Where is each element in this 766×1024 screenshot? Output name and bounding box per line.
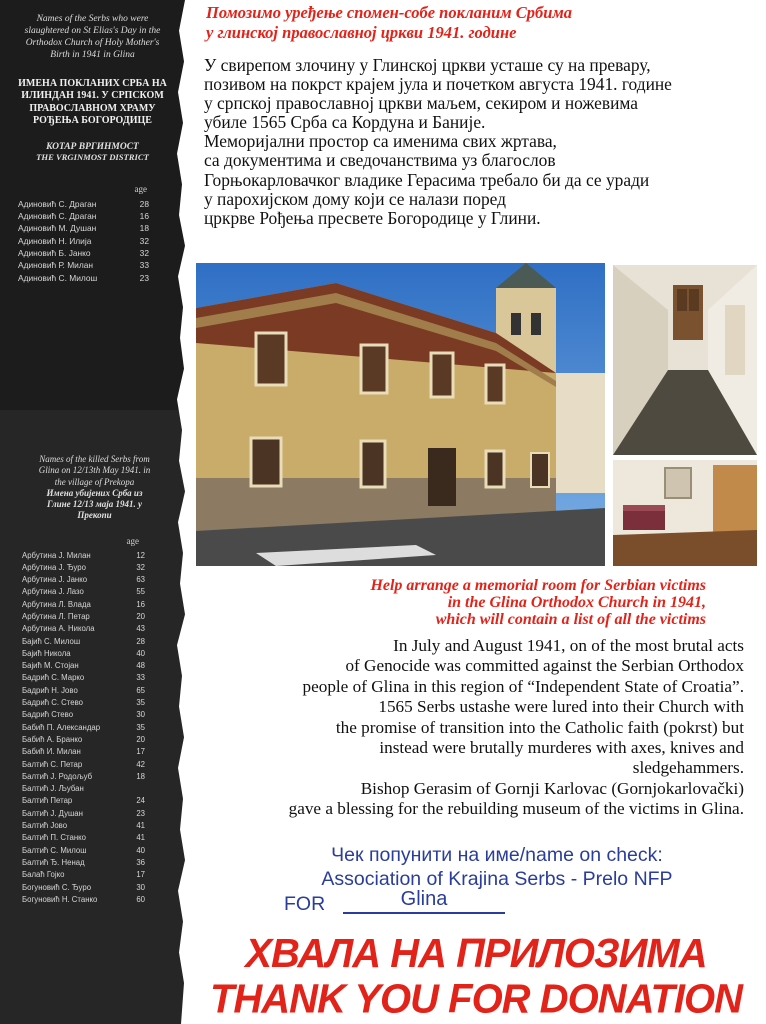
victim-age: 17: [136, 747, 145, 757]
victim-row: [0, 648, 185, 660]
victim-name: Адиновић Н. Илија: [18, 235, 92, 246]
body-line: Меморијални простор са именима свих жртава,: [204, 131, 557, 152]
victims-list-strip: [0, 0, 185, 1024]
victim-row: [0, 623, 185, 635]
body-line: цркрве Рођења пресвете Богородице у Глини.: [204, 207, 541, 228]
victim-age: 20: [136, 734, 145, 744]
body-line: у парохијском дому који се налази поред: [204, 188, 506, 209]
victim-row: [0, 832, 185, 844]
body-text-cyrillic: [204, 56, 764, 228]
victim-name: Балтић С. Петар: [22, 759, 83, 769]
victim-age: 40: [136, 648, 145, 658]
check-instruction: Чек попунити на име/name on check:: [331, 844, 663, 866]
title-line: in the Glina Orthodox Church in 1941,: [447, 594, 706, 611]
victim-name: Бабић А. Бранко: [22, 734, 83, 744]
victim-row: [0, 759, 185, 771]
victim-age: 24: [136, 796, 145, 806]
victim-age: 63: [136, 575, 145, 585]
body-line: sledgehammers.: [632, 758, 744, 778]
victim-age: 32: [139, 248, 149, 259]
body-line: Горњокарловачког владике Герасима требало би да се уради: [204, 169, 650, 190]
victim-name: Бабић П. Александар: [22, 722, 101, 732]
body-text-english: [186, 636, 744, 820]
victim-name: Балтић С. Милош: [22, 845, 87, 855]
title-line: Помозимо уређење спомен-собе покланим Србима: [206, 3, 572, 22]
victim-row: [0, 697, 185, 709]
room-illustration: [613, 460, 757, 566]
victim-age: 28: [139, 198, 149, 209]
victim-name: Бадрић С. Стево: [22, 698, 84, 708]
victim-name: Балтић П. Станко: [22, 833, 86, 843]
victim-age: 32: [139, 235, 149, 246]
victim-age: 23: [136, 808, 145, 818]
victim-age: 33: [136, 673, 145, 683]
victim-name: Бадрић Н. Јово: [22, 685, 78, 695]
victim-age: 16: [139, 210, 149, 221]
victim-row: [0, 247, 185, 259]
body-line: instead were brutally murderes with axes, knives and: [379, 738, 744, 758]
body-line: У свирепом злочину у Глинској цркви усташе су на превару,: [204, 55, 651, 75]
victim-row: [0, 734, 185, 746]
victim-row: [0, 210, 185, 222]
victim-name: Адиновић Б. Јанко: [18, 248, 91, 259]
victim-name: Бадрић С. Марко: [22, 673, 85, 683]
victim-row: [0, 894, 185, 906]
victim-name: Арбутина Ј. Јанко: [22, 575, 88, 585]
victim-name: Адиновић М. Душан: [18, 223, 97, 234]
list-heading-cyr: Имена убијених Срба из Глине 12/13 маја 1941. у Прекопи: [46, 487, 143, 521]
victim-age: 12: [136, 550, 145, 560]
victim-name: Балаћ Гојко: [22, 870, 65, 880]
victim-row: [0, 272, 185, 284]
victim-row: [0, 771, 185, 783]
victim-name: Арбутина Ј. Милан: [22, 550, 91, 560]
victim-row: [0, 550, 185, 562]
victim-row: [0, 222, 185, 234]
victim-name: Балтић Јово: [22, 821, 68, 831]
body-line: the promise of transition into the Catholic faith (pokrst) but: [335, 717, 744, 737]
victim-name: Арбутина Ј. Лазо: [22, 587, 84, 597]
victim-name: Бајић Никола: [22, 648, 71, 658]
victim-age: 32: [136, 562, 145, 572]
victim-age: 20: [136, 611, 145, 621]
victim-age: 33: [139, 260, 149, 271]
victim-name: Бабић И. Милан: [22, 747, 81, 757]
victim-name: Арбутина А. Никола: [22, 624, 95, 634]
district-name-en: THE VRGINMOST DISTRICT: [36, 151, 149, 162]
title-line: у глинској православној цркви 1941. године: [206, 23, 517, 42]
victim-row: [0, 869, 185, 881]
victim-row: [0, 235, 185, 247]
victim-name: Арбутина Ј. Ђуро: [22, 562, 86, 572]
victim-name: Балтић Петар: [22, 796, 73, 806]
victims-list-panel-elias-day: [0, 0, 185, 410]
district-name: КОТАР ВРГИНМОСТ: [46, 141, 139, 152]
victim-age: 30: [136, 710, 145, 720]
body-line: позивом на покрст крајем јула и почетком августа 1941. године: [204, 74, 672, 95]
victim-name: Богуновић Н. Станко: [22, 894, 98, 904]
hallway-illustration: [613, 265, 757, 455]
victim-age: 41: [136, 821, 145, 831]
victim-name: Балтић Ђ. Ненад: [22, 857, 85, 867]
victim-row: [0, 660, 185, 672]
victim-age: 36: [136, 857, 145, 867]
victim-name: Адиновић С. Драган: [18, 198, 97, 209]
title-line: which will contain a list of all the victims: [435, 611, 706, 628]
victim-row: [0, 845, 185, 857]
victim-age: 42: [136, 759, 145, 769]
for-label: FOR: [284, 893, 326, 915]
victim-row: [0, 586, 185, 598]
thank-you-banner: [196, 931, 756, 1023]
victim-age: 18: [136, 771, 145, 781]
victim-row: [0, 259, 185, 271]
age-column-label: age: [126, 535, 139, 546]
check-payee-info: [272, 843, 722, 891]
victim-row: [0, 574, 185, 586]
hallway-photo: [613, 265, 757, 455]
victim-row: [0, 672, 185, 684]
body-line: са документима и сведочанствима уз благослов: [204, 150, 556, 171]
victim-name: Арбутина Л. Влада: [22, 599, 91, 609]
body-line: In July and August 1941, on of the most brutal acts: [393, 636, 744, 655]
victim-age: 35: [136, 722, 145, 732]
victim-age: 43: [136, 624, 145, 634]
victim-row: [0, 599, 185, 611]
page-title-english: [190, 577, 706, 628]
for-value: Glina: [343, 886, 505, 914]
victim-name: Балтић Ј. Душан: [22, 808, 83, 818]
victim-age: 30: [136, 882, 145, 892]
victim-name: Бајић М. Стојан: [22, 661, 79, 671]
age-column-label: age: [134, 183, 147, 194]
victim-age: 40: [136, 845, 145, 855]
victim-row: [0, 198, 185, 210]
parish-house-illustration: [196, 263, 605, 566]
room-photo: [613, 460, 757, 566]
victim-row: [0, 857, 185, 869]
victim-row: [0, 685, 185, 697]
victim-row: [0, 808, 185, 820]
victim-row: [0, 722, 185, 734]
victim-age: 48: [136, 661, 145, 671]
victim-age: 41: [136, 833, 145, 843]
body-line: Bishop Gerasim of Gornji Karlovac (Gornjokarlovački): [360, 778, 744, 798]
victim-name: Адиновић Р. Милан: [18, 260, 94, 271]
victim-name: Адиновић С. Драган: [18, 210, 97, 221]
victim-row: [0, 746, 185, 758]
victims-list-panel-prekopa: [0, 410, 185, 1024]
check-payee: Association of Krajina Serbs - Prelo NFP: [321, 868, 673, 890]
victim-row: [0, 636, 185, 648]
victim-age: 23: [139, 272, 149, 283]
body-line: убиле 1565 Срба са Кордуна и Баније.: [204, 112, 486, 133]
victim-age: 65: [136, 685, 145, 695]
victim-name: Арбутина Л. Петар: [22, 611, 90, 621]
list-heading-en: Names of the Serbs who were slaughtered on St Elias's Day in the Orthodox Church of Holy Mother's Birth in 1941 in Glina: [24, 14, 161, 60]
victim-age: 17: [136, 870, 145, 880]
list-heading-cyr: ИМЕНА ПОКЛАНИХ СРБА НА ИЛИНДАН 1941. У СРПСКОМ ПРАВОСЛАВНОМ ХРАМУ РОЂЕЊА БОГОРОДИЦЕ: [18, 77, 167, 126]
victim-row: [0, 611, 185, 623]
victim-name: Адиновић С. Милош: [18, 272, 98, 283]
victim-age: 18: [139, 223, 149, 234]
victim-age: 35: [136, 698, 145, 708]
victim-row: [0, 882, 185, 894]
victim-name: Бајић С. Милош: [22, 636, 81, 646]
body-line: people of Glina in this region of “Independent State of Croatia”.: [302, 676, 744, 696]
parish-house-photo: [196, 263, 605, 566]
title-line: Help arrange a memorial room for Serbian victims: [370, 577, 706, 594]
victim-name: Балтић Ј. Љубан: [22, 784, 84, 794]
victim-row: [0, 783, 185, 795]
victim-age: 60: [136, 894, 145, 904]
victim-name: Богуновић С. Ђуро: [22, 882, 92, 892]
list-heading-en: Names of the killed Serbs from Glina on 12/13th May 1941. in the village of Prekopa: [38, 454, 151, 487]
body-line: 1565 Serbs ustashe were lured into their Church with: [378, 697, 744, 717]
victim-row: [0, 562, 185, 574]
thanks-english: THANK YOU FOR DONATION: [209, 977, 743, 1022]
body-line: of Genocide was committed against the Serbian Orthodox: [345, 656, 744, 676]
victim-row: [0, 709, 185, 721]
body-line: gave a blessing for the rebuilding museum of the victims in Glina.: [288, 799, 744, 819]
page-title-cyrillic: [206, 3, 766, 43]
victims-names-list: [0, 550, 185, 907]
victim-age: 28: [136, 636, 145, 646]
victim-age: 55: [136, 587, 145, 597]
victims-names-list: [0, 198, 185, 285]
victim-row: [0, 795, 185, 807]
victim-row: [0, 820, 185, 832]
victim-name: Бадрић Стево: [22, 710, 74, 720]
victim-age: 16: [136, 599, 145, 609]
body-line: у српској православној цркви маљем, секиром и ножевима: [204, 93, 639, 114]
victim-name: Балтић Ј. Родољуб: [22, 771, 93, 781]
thanks-cyrillic: ХВАЛА НА ПРИЛОЗИМА: [245, 931, 707, 976]
